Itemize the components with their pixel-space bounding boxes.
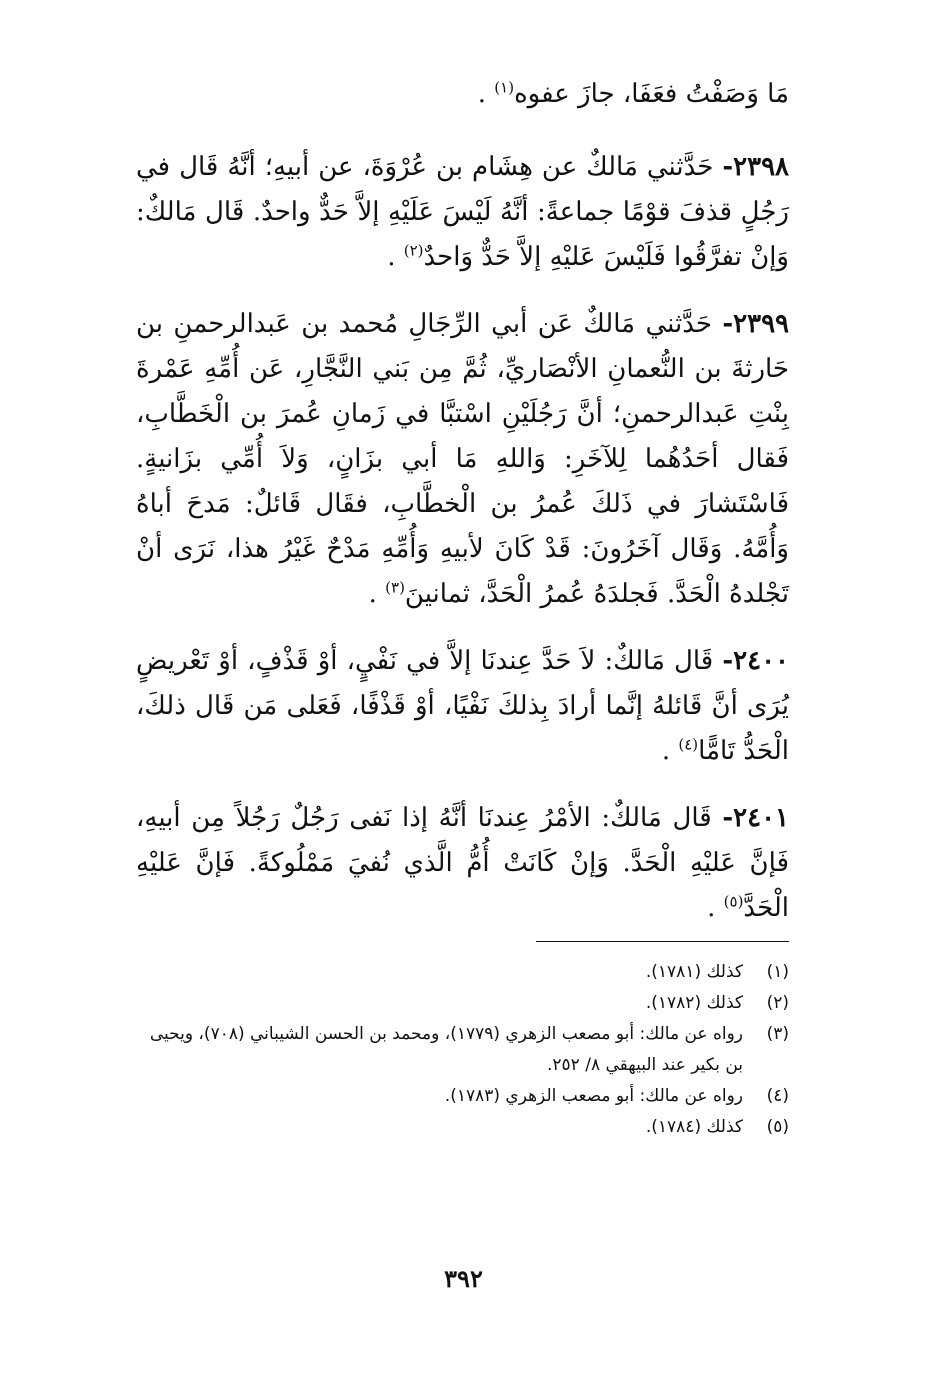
footnote-text: كذلك (١٧٨١). xyxy=(645,962,743,982)
main-text xyxy=(136,72,789,953)
paragraph-number: ٢٣٩٩- xyxy=(722,309,789,339)
footnote xyxy=(136,1112,789,1143)
paragraph-tail: . xyxy=(707,893,724,923)
footnote-ref: (٢) xyxy=(403,241,424,260)
footnote-mark: (٤) xyxy=(766,1086,789,1106)
footnote-text: رواه عن مالك: أبو مصعب الزهري (١٧٨٣). xyxy=(444,1086,743,1106)
footnote-ref: (٤) xyxy=(678,735,699,754)
paragraph-text: حَدَّثني مَالكٌ عَن أبي الرِّجَالِ مُحمد بن عَبدالرحمنِ بن حَارثةَ بن النُّعمانِ الأنْصَاريِّ، ثُمَّ مِن بَني النَّجَّارِ، عَن أُمِّهِ عَمْرةَ بِنْتِ عَبدالرحمنِ؛ أنَّ رَجُلَيْنِ اسْتبَّا في زَمانِ عُمرَ بن الْخَطَّابِ، فَقال أحَدُهُما لِلآخَرِ: وَاللهِ مَا أبي بزَانٍ، وَلاَ أُمِّي بزَانيةٍ. فَاسْتَشارَ في ذَلكَ عُمرُ بن الْخطَّابِ، فقَال قَائلٌ: مَدحَ أباهُ وَأُمَّهُ. وَقَال آخَرُونَ: قَدْ كَانَ لأبيهِ وَأُمِّهِ مَدْحٌ غَيْرُ هذا، نَرَى أنْ تَجْلدهُ الْحَدَّ. فَجلدَهُ عُمرُ الْحَدَّ، ثمانينَ xyxy=(136,309,789,609)
paragraph-number: ٢٣٩٨- xyxy=(722,152,789,182)
paragraph-tail: . xyxy=(387,242,404,272)
paragraph-text: قَال مَالكٌ: الأمْرُ عِندنَا أنَّهُ إذا نَفى رَجُلٌ رَجُلاً مِن أبيهِ، فَإنَّ عَليْهِ الْحَدَّ. وَإنْ كَانَتْ أُمُّ الَّذي نُفيَ مَمْلُوكةً. فَإنَّ عَليْهِ الْحَدَّ xyxy=(136,803,789,923)
paragraph-number: ٢٤٠١- xyxy=(722,803,789,833)
footnote-ref: (٣) xyxy=(385,578,405,597)
paragraph-continuation xyxy=(136,72,789,117)
paragraph-number: ٢٤٠٠- xyxy=(722,646,789,676)
paragraph-tail: . xyxy=(368,579,386,609)
footnote xyxy=(136,957,789,988)
paragraph-tail: . xyxy=(477,79,495,109)
footnote-divider xyxy=(536,941,789,942)
paragraph-2400 xyxy=(136,639,789,774)
footnotes xyxy=(136,957,789,1143)
footnote xyxy=(136,988,789,1019)
footnote-ref: (١) xyxy=(494,78,515,97)
paragraph-text: حَدَّثني مَالكٌ عن هِشَام بن عُرْوَةَ، عن أبيهِ؛ أنَّهُ قَال في رَجُلٍ قذفَ قوْمًا جماعةً: أنَّهُ لَيْسَ عَلَيْهِ إلاَّ حَدٌّ واحدٌ. قَال مَالكٌ: وَإنْ تفرَّقُوا فَلَيْسَ عَليْهِ إلاَّ حَدٌّ وَاحدٌ xyxy=(136,152,789,272)
paragraph-2401 xyxy=(136,796,789,931)
footnote-text: رواه عن مالك: أبو مصعب الزهري (١٧٧٩)، ومحمد بن الحسن الشيباني (٧٠٨)، ويحيى بن بكير عند البيهقي ٨/ ٢٥٢. xyxy=(149,1024,743,1075)
footnote xyxy=(136,1081,789,1112)
paragraph-tail: . xyxy=(661,736,679,766)
footnote-text: كذلك (١٧٨٢). xyxy=(645,993,743,1013)
footnote-mark: (٢) xyxy=(766,993,789,1013)
paragraph-text: قَال مَالكٌ: لاَ حَدَّ عِندنَا إلاَّ في نَفْيٍ، أوْ قَذْفٍ، أوْ تَعْريضٍ يُرَى أنَّ قَائلهُ إنَّما أرادَ بِذلكَ نَفْيًا، أوْ قَذْفًا، فَعَلى مَن قَال ذلكَ، الْحَدُّ تَامًّا xyxy=(136,646,789,766)
paragraph-text: مَا وَصَفْتُ فعَفَا، جازَ عفوه xyxy=(514,79,789,109)
paragraph-2399 xyxy=(136,302,789,617)
page-number: ٣٩٢ xyxy=(444,1264,483,1293)
footnote xyxy=(136,1019,789,1081)
footnote-ref: (٥) xyxy=(723,892,744,911)
footnote-text: كذلك (١٧٨٤). xyxy=(645,1117,743,1137)
paragraph-2398 xyxy=(136,145,789,280)
footnote-mark: (١) xyxy=(766,962,789,982)
footnote-mark: (٥) xyxy=(766,1117,789,1137)
footnote-mark: (٣) xyxy=(766,1024,789,1044)
